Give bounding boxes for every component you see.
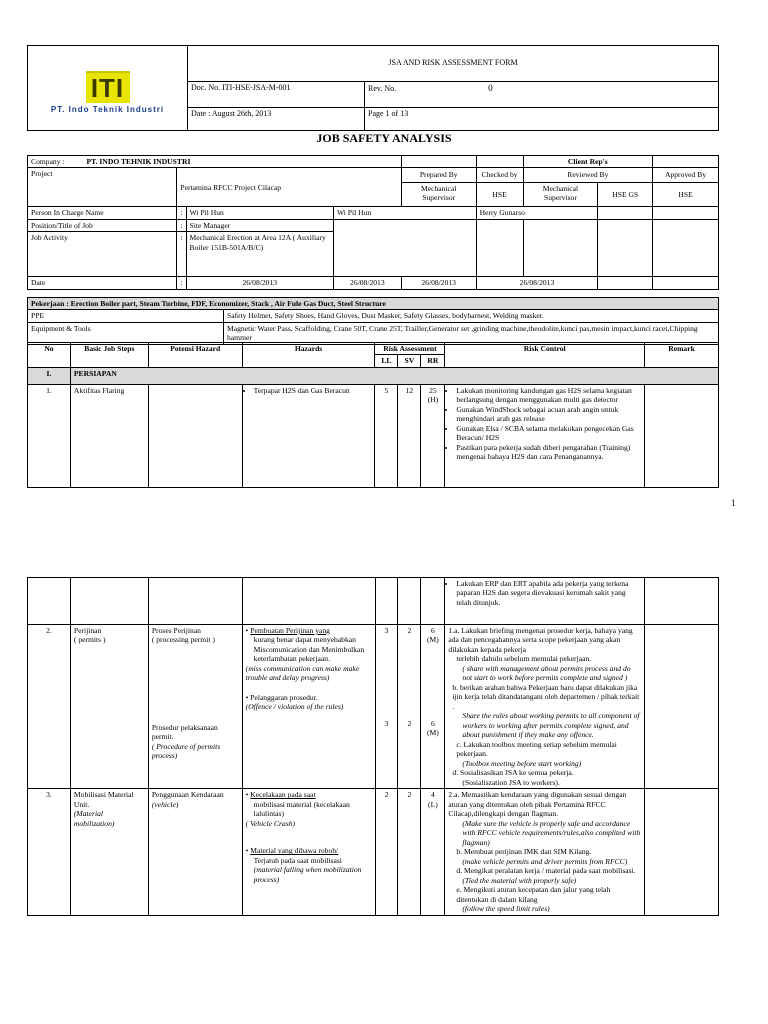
revision <box>365 81 719 108</box>
company-label: Company : <box>31 157 65 166</box>
job-step: Aktifitas Flaring <box>70 384 148 487</box>
hazard-en: (Offence / violation of the rules) <box>245 702 344 712</box>
risk-control <box>445 578 645 625</box>
jsa-table-page-1 <box>27 342 719 488</box>
row-number: 1. <box>28 384 71 487</box>
potensi-hazard <box>148 789 242 915</box>
hazard-en: (material falling when mobilization process) <box>253 865 362 884</box>
work-scope-table <box>27 297 719 345</box>
date-label: Date <box>28 277 177 289</box>
info-table <box>27 155 719 290</box>
hazard-en: (miss communication can make make trouble and delay progress) <box>245 663 360 683</box>
rr-level: (M) <box>426 728 439 738</box>
rr-level: (H) <box>427 395 439 405</box>
hazard-title: • Kecelakaan pada saat <box>245 790 316 800</box>
rr-level: (M) <box>426 635 439 645</box>
control-item-en: (Make sure the vehicle is properly safe and accordance with RFCC vehicle requirements/rules,also complited with flagman) <box>462 818 641 847</box>
rr-level: (L) <box>428 799 438 809</box>
control-item-en: (Sosialiszation JSA to workers). <box>462 777 560 787</box>
risk-control <box>445 625 645 789</box>
position-value: Site Manager <box>186 219 333 231</box>
jsa-title: JOB SAFETY ANALYSIS <box>316 131 452 145</box>
document-header <box>27 45 719 131</box>
control-item: d. Mengikat peralatan kerja / material pada saat mobilisasi. <box>456 866 636 876</box>
rr-number: 4 <box>431 790 435 800</box>
rr-value <box>421 625 445 789</box>
sv-number: 2 <box>407 719 412 729</box>
sv-value <box>398 625 421 789</box>
project-value: Pertamina RFCC Project Cilacap <box>177 168 401 207</box>
colon: : <box>177 277 186 289</box>
date-value: 26/08/2013 <box>186 277 333 289</box>
ppe-value: Safety Helmet, Safety Shoes, Hand Gloves, Dust Masker, Safety Glasses, bodyharnest, Welding masker. <box>224 310 719 322</box>
col-rr: RR <box>421 355 445 367</box>
potensi-title: Proses Perijinan <box>151 626 201 635</box>
hazard-item: • Terpapar H2S dan Gas Beracun <box>254 386 372 395</box>
control-item: e. Mengikuti aturan kecepatan dan jalur yang telah ditentukan di dalam kilang <box>456 885 611 904</box>
table-row <box>28 384 719 487</box>
jsa-table-page-2 <box>27 577 719 916</box>
colon: : <box>177 207 186 219</box>
role-prepared: Mechanical Supervisor <box>401 182 476 207</box>
hazard-title: • Pembuatan Perijinan yang <box>245 626 330 635</box>
section-number: I. <box>28 367 71 384</box>
control-item-en: (Tied the material with properly safe) <box>462 875 577 885</box>
ll-value: 5 <box>375 384 398 487</box>
control-item: • Lakukan monitoring kandungan gas H2S selama kegiatan berlangsung dengan menggunakan multi gas detector <box>456 386 641 405</box>
control-item: b. Membuat perijinan IMK dan SIM Kilang. <box>456 847 592 857</box>
table-row <box>28 578 719 625</box>
rr-number: 25 <box>429 385 437 395</box>
logo-mark-text: ITI <box>90 72 125 103</box>
potensi-en: (vehicle) <box>151 799 179 809</box>
tools-value: Magnetic Water Pass, Scaffolding, Crane 50T, Crane 25T, Trailler,Generator set ,grinding machine,theodolite,kunci pas,mesin impact,kunci racet,Chipping hammer <box>224 322 719 344</box>
date-signature-2: 26/08/2013 <box>401 277 476 289</box>
revision-value: 0 <box>488 82 493 93</box>
hazard-body: Terjatuh pada saat mobilisasi <box>253 855 342 865</box>
col-sv: SV <box>398 355 421 367</box>
hazard-body: kurang benar dapat menyebabkan Miscomunication dan Menimbulkan keterlambatan pekerjaan. <box>253 635 365 664</box>
table-row <box>28 789 719 915</box>
page-count: Page 1 of 13 <box>365 108 719 131</box>
ll-number: 3 <box>384 626 389 635</box>
project-label: Project <box>28 168 177 207</box>
row-number: 2. <box>28 625 71 789</box>
form-title: JSA AND RISK ASSESSMENT FORM <box>188 46 719 82</box>
job-step-title: Perijinan <box>73 626 102 635</box>
hazard-body: mobilisasi material (kecelakaan lalulintas) <box>253 799 350 819</box>
rr-number: 6 <box>431 626 435 635</box>
hazard-title: • Material yang dibawa roboh/ <box>245 846 339 856</box>
col-remark: Remark <box>645 343 719 368</box>
sv-value: 2 <box>398 789 421 915</box>
control-item: terlebih dahulu sebelum memulai pekerjaan. <box>456 654 592 664</box>
hazard <box>242 789 375 915</box>
activity-label: Job Activity <box>28 232 177 277</box>
potensi-en: ( Procedure of permits process) <box>151 741 221 761</box>
col-no: No <box>28 343 71 368</box>
document-date: Date : August 26th, 2013 <box>188 108 365 131</box>
job-step <box>70 625 148 789</box>
row-number: 3. <box>28 789 71 915</box>
client-rep: Client Rep's <box>523 156 653 168</box>
role-checked: HSE <box>476 182 523 207</box>
potensi-title: Penggunaan Kendaraan <box>151 790 224 800</box>
rr-value <box>421 789 445 915</box>
control-item: 2.a. Memastikan kendaraan yang digunakan sesuai dengan aturan yang ditentukan oleh pihak Pertamina RFCC Cilacap,dilengkapi dengan flagman. <box>448 790 627 819</box>
job-step-title: Mobilisasi Material Unit. <box>73 790 134 809</box>
hazard-title: • Pelanggaran prosedur. <box>245 692 318 702</box>
col-hazards: Hazards <box>242 343 375 368</box>
section-title: PERSIAPAN <box>70 367 718 384</box>
col-potensi: Potensi Hazard <box>148 343 242 368</box>
ll-number: 3 <box>384 719 389 729</box>
logo-mark <box>86 71 130 103</box>
col-control: Risk Control <box>445 343 645 368</box>
col-ll: LL <box>375 355 398 367</box>
hazard <box>242 625 375 789</box>
job-step-en: ( permits ) <box>73 635 106 645</box>
activity-value: Mechanical Erection at Area 12A ( Auxiliary Boiler 151B-501A/B/C) <box>186 232 333 277</box>
control-item-en: ( share with management about permits process and do not start to work before permits complete and signed ) <box>462 663 631 683</box>
ll-value: 2 <box>375 789 398 915</box>
logo-text: PT. Indo Teknik Industri <box>50 104 165 114</box>
control-item: • Lakukan ERP dan ERT apabila ada pekerja yang terkena paparan H2S dan segera dievakuasi kerumah sakit yang telah ditunjuk. <box>456 579 641 607</box>
work-scope-title: Pekerjaan : Erection Boiler part, Steam Turbine, FDF, Economizer, Stack , Air Fule Gas Duct, Steel Structure <box>28 298 719 310</box>
company-value: PT. INDO TEHNIK INDUSTRI <box>86 157 191 166</box>
colon: : <box>177 232 186 277</box>
table-row <box>28 625 719 789</box>
pic-signature-2: Herry Gunarso <box>476 207 598 219</box>
control-item: • Pastikan para pekerja sudah diberi pengarahan (Training) mengenai bahaya H2S dan cara Penanganannya. <box>456 443 641 462</box>
role-reviewed-1: Mechanical Supervisor <box>523 182 598 207</box>
role-reviewed-2: HSE GS <box>598 182 653 207</box>
date-signature-1: 26/08/2013 <box>333 277 401 289</box>
company-row <box>28 156 402 168</box>
job-step-en: (Material mobilization) <box>73 809 115 828</box>
tools-label: Equipment & Tools <box>28 322 224 344</box>
sv-value: 12 <box>398 384 421 487</box>
pic-label: Person In Charge Name <box>28 207 177 219</box>
control-item: • Gunakan WindShock sebagai acuan arah angin untuk menghindari arah gas release <box>456 405 641 424</box>
potensi-title: Prosedur pelaksanaan permit. <box>151 722 218 742</box>
company-logo <box>28 46 188 131</box>
hazard <box>242 384 375 487</box>
control-item: • Gunakan Elsa / SCBA selama melakukan pengecekan Gas Beracun/ H2S <box>456 424 641 443</box>
control-item: c. Lakukan toolbox meeting setiap sebelum memulai pekerjaan. <box>456 739 617 759</box>
reviewed-by: Reviewed By <box>523 168 653 182</box>
rr-number: 6 <box>431 718 435 728</box>
potensi-en: ( processing permit ) <box>151 635 215 645</box>
control-item-en: (follow the speed limit rules) <box>462 904 550 914</box>
risk-control <box>445 384 645 487</box>
hazard-title-text: Kecelakaan pada saat <box>250 790 316 800</box>
col-steps: Basic Job Steps <box>70 343 148 368</box>
hazard-en: ( Vehicle Crash) <box>245 818 296 828</box>
hazard-title-text: Pelanggaran prosedur. <box>250 692 318 702</box>
checked-by: Checked by <box>476 168 523 182</box>
revision-label: Rev. No. <box>368 83 397 93</box>
ppe-label: PPE <box>28 310 224 322</box>
rr-value <box>421 384 445 487</box>
pic-value: Wi Pil Hun <box>186 207 333 219</box>
prepared-by: Prepared By <box>401 168 476 182</box>
pic-signature-1: Wi Pil Hun <box>333 207 476 219</box>
job-step <box>70 789 148 915</box>
sv-number: 2 <box>407 626 412 635</box>
potensi-hazard <box>148 625 242 789</box>
control-item-en: (Toolbox meeting before start working) <box>462 758 582 768</box>
role-approved: HSE <box>653 182 719 207</box>
control-item: 1.a. Lakukan briefing mengenai prosedur kerja, bahaya yang ada dan pencegahannya serta scope pekerjaan yang akan dilakukan kepada pekerja <box>448 626 633 654</box>
doc-number: Doc. No. ITI-HSE-JSA-M-001 <box>188 81 365 108</box>
date-signature-3: 26/08/2013 <box>476 277 598 289</box>
risk-control <box>445 789 645 915</box>
approved-by: Approved By <box>653 168 719 182</box>
colon: : <box>177 219 186 231</box>
col-risk: Risk Assessment <box>375 343 445 355</box>
page-number: 1 <box>731 498 736 508</box>
position-label: Position/Title of Job <box>28 219 177 231</box>
control-item-en: (make vehicle permits and driver permits from RFCC) <box>462 856 628 866</box>
ll-value <box>375 625 398 789</box>
hazard-title-text: Pembuatan Perijinan yang <box>250 626 330 635</box>
control-item: b. berikan arahan bahwa Pekerjaan baru dapat dilakukan jika ijin kerja telah ditandatangani oleh departemen / pihak terkait . <box>452 682 640 711</box>
hazard-title-text: Material yang dibawa roboh/ <box>250 846 339 856</box>
control-item-en: Share the rules about working permits to all component of workers to working after permits complete signed, and about punishment if they make any offence. <box>462 711 640 740</box>
control-item: d. Sosialisasikan JSA ke semua pekerja. <box>452 768 574 778</box>
